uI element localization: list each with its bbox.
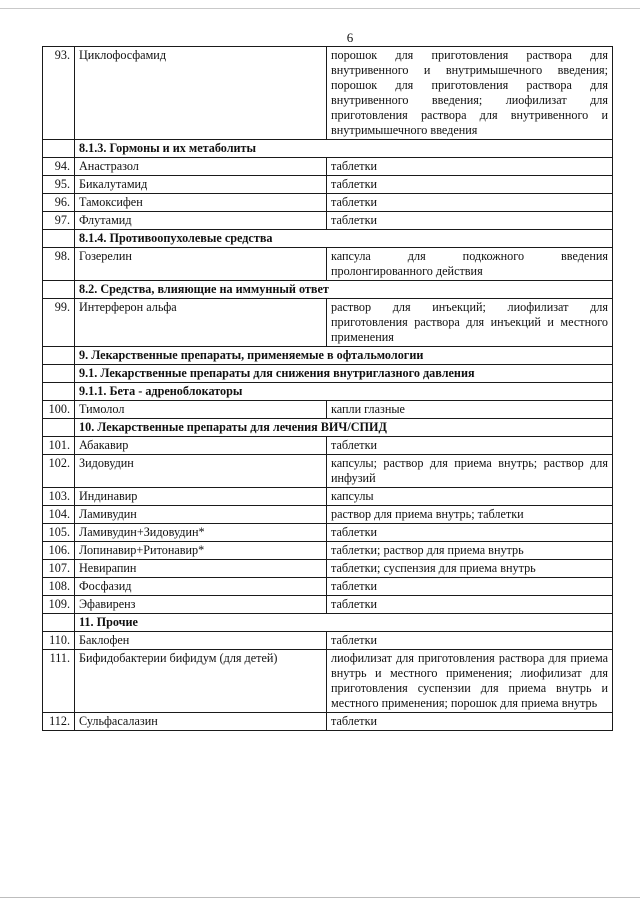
row-number: 107. xyxy=(43,560,75,578)
drug-name: Бифидобактерии бифидум (для детей) xyxy=(75,650,327,713)
section-heading: 11. Прочие xyxy=(75,614,613,632)
section-heading: 9.1.1. Бета - адреноблокаторы xyxy=(75,383,613,401)
page-number: 6 xyxy=(346,30,354,45)
row-number: 109. xyxy=(43,596,75,614)
dosage-form: капли глазные xyxy=(327,401,613,419)
drug-name: Лопинавир+Ритонавир* xyxy=(75,542,327,560)
empty-cell xyxy=(43,383,75,401)
row-number: 106. xyxy=(43,542,75,560)
drug-name: Флутамид xyxy=(75,212,327,230)
dosage-form: таблетки; суспензия для приема внутрь xyxy=(327,560,613,578)
row-number: 103. xyxy=(43,488,75,506)
drug-table-body xyxy=(43,47,613,731)
row-number: 93. xyxy=(43,47,75,140)
dosage-form: таблетки xyxy=(327,713,613,731)
section-heading: 8.1.4. Противоопухолевые средства xyxy=(75,230,613,248)
section-row xyxy=(43,347,613,365)
empty-cell xyxy=(43,230,75,248)
row-number: 111. xyxy=(43,650,75,713)
row-number: 95. xyxy=(43,176,75,194)
drug-name: Абакавир xyxy=(75,437,327,455)
table-row xyxy=(43,401,613,419)
table-row xyxy=(43,176,613,194)
row-number: 100. xyxy=(43,401,75,419)
drug-name: Бикалутамид xyxy=(75,176,327,194)
row-number: 112. xyxy=(43,713,75,731)
dosage-form: таблетки xyxy=(327,437,613,455)
section-row xyxy=(43,365,613,383)
dosage-form: таблетки xyxy=(327,524,613,542)
table-row xyxy=(43,650,613,713)
dosage-form: таблетки xyxy=(327,596,613,614)
section-row xyxy=(43,230,613,248)
table-row xyxy=(43,194,613,212)
row-number: 110. xyxy=(43,632,75,650)
table-row xyxy=(43,560,613,578)
empty-cell xyxy=(43,614,75,632)
dosage-form: капсулы xyxy=(327,488,613,506)
section-row xyxy=(43,281,613,299)
table-row xyxy=(43,299,613,347)
row-number: 97. xyxy=(43,212,75,230)
dosage-form: порошок для приготовления раствора для внутривенного и внутримышечного введения; порошок для приготовления раствора для внутривенного введения; лиофилизат для приготовления раствора для внутривенного и внутримышечного введения xyxy=(327,47,613,140)
section-heading: 8.1.3. Гормоны и их метаболиты xyxy=(75,140,613,158)
table-row xyxy=(43,524,613,542)
table-row xyxy=(43,47,613,140)
row-number: 104. xyxy=(43,506,75,524)
row-number: 98. xyxy=(43,248,75,281)
table-row xyxy=(43,632,613,650)
row-number: 101. xyxy=(43,437,75,455)
section-heading: 10. Лекарственные препараты для лечения ВИЧ/СПИД xyxy=(75,419,613,437)
empty-cell xyxy=(43,281,75,299)
empty-cell xyxy=(43,419,75,437)
section-heading: 9.1. Лекарственные препараты для снижения внутриглазного давления xyxy=(75,365,613,383)
table-row xyxy=(43,488,613,506)
dosage-form: таблетки xyxy=(327,632,613,650)
dosage-form: лиофилизат для приготовления раствора для приема внутрь и местного применения; лиофилизат для приготовления суспензии для приема внутрь и местного применения; порошок для приема внутрь xyxy=(327,650,613,713)
dosage-form: таблетки xyxy=(327,194,613,212)
table-row xyxy=(43,455,613,488)
drug-name: Сульфасалазин xyxy=(75,713,327,731)
drug-name: Баклофен xyxy=(75,632,327,650)
dosage-form: таблетки xyxy=(327,158,613,176)
drug-name: Индинавир xyxy=(75,488,327,506)
table-row xyxy=(43,506,613,524)
drug-name: Циклофосфамид xyxy=(75,47,327,140)
empty-cell xyxy=(43,347,75,365)
drug-name: Интерферон альфа xyxy=(75,299,327,347)
dosage-form: раствор для инъекций; лиофилизат для приготовления раствора для инъекций и местного применения xyxy=(327,299,613,347)
section-row xyxy=(43,614,613,632)
dosage-form: капсулы; раствор для приема внутрь; раствор для инфузий xyxy=(327,455,613,488)
drug-name: Невирапин xyxy=(75,560,327,578)
section-row xyxy=(43,419,613,437)
empty-cell xyxy=(43,140,75,158)
table-row xyxy=(43,578,613,596)
table-row xyxy=(43,437,613,455)
drug-name: Ламивудин xyxy=(75,506,327,524)
dosage-form: капсула для подкожного введения пролонгированного действия xyxy=(327,248,613,281)
section-row xyxy=(43,140,613,158)
scan-edge-top xyxy=(0,8,640,9)
row-number: 108. xyxy=(43,578,75,596)
row-number: 94. xyxy=(43,158,75,176)
section-heading: 8.2. Средства, влияющие на иммунный ответ xyxy=(75,281,613,299)
drug-name: Анастразол xyxy=(75,158,327,176)
row-number: 102. xyxy=(43,455,75,488)
drug-name: Тамоксифен xyxy=(75,194,327,212)
table-row xyxy=(43,158,613,176)
scan-edge-bottom xyxy=(0,897,640,898)
table-row xyxy=(43,713,613,731)
dosage-form: таблетки; раствор для приема внутрь xyxy=(327,542,613,560)
drug-name: Гозерелин xyxy=(75,248,327,281)
dosage-form: таблетки xyxy=(327,578,613,596)
table-row xyxy=(43,542,613,560)
drug-name: Ламивудин+Зидовудин* xyxy=(75,524,327,542)
table-row xyxy=(43,212,613,230)
empty-cell xyxy=(43,365,75,383)
drug-name: Зидовудин xyxy=(75,455,327,488)
section-row xyxy=(43,383,613,401)
section-heading: 9. Лекарственные препараты, применяемые в офтальмологии xyxy=(75,347,613,365)
table-row xyxy=(43,248,613,281)
drug-name: Тимолол xyxy=(75,401,327,419)
row-number: 99. xyxy=(43,299,75,347)
dosage-form: таблетки xyxy=(327,212,613,230)
drug-name: Эфавиренз xyxy=(75,596,327,614)
table-row xyxy=(43,596,613,614)
row-number: 96. xyxy=(43,194,75,212)
drug-table xyxy=(42,46,613,731)
drug-name: Фосфазид xyxy=(75,578,327,596)
row-number: 105. xyxy=(43,524,75,542)
dosage-form: таблетки xyxy=(327,176,613,194)
dosage-form: раствор для приема внутрь; таблетки xyxy=(327,506,613,524)
